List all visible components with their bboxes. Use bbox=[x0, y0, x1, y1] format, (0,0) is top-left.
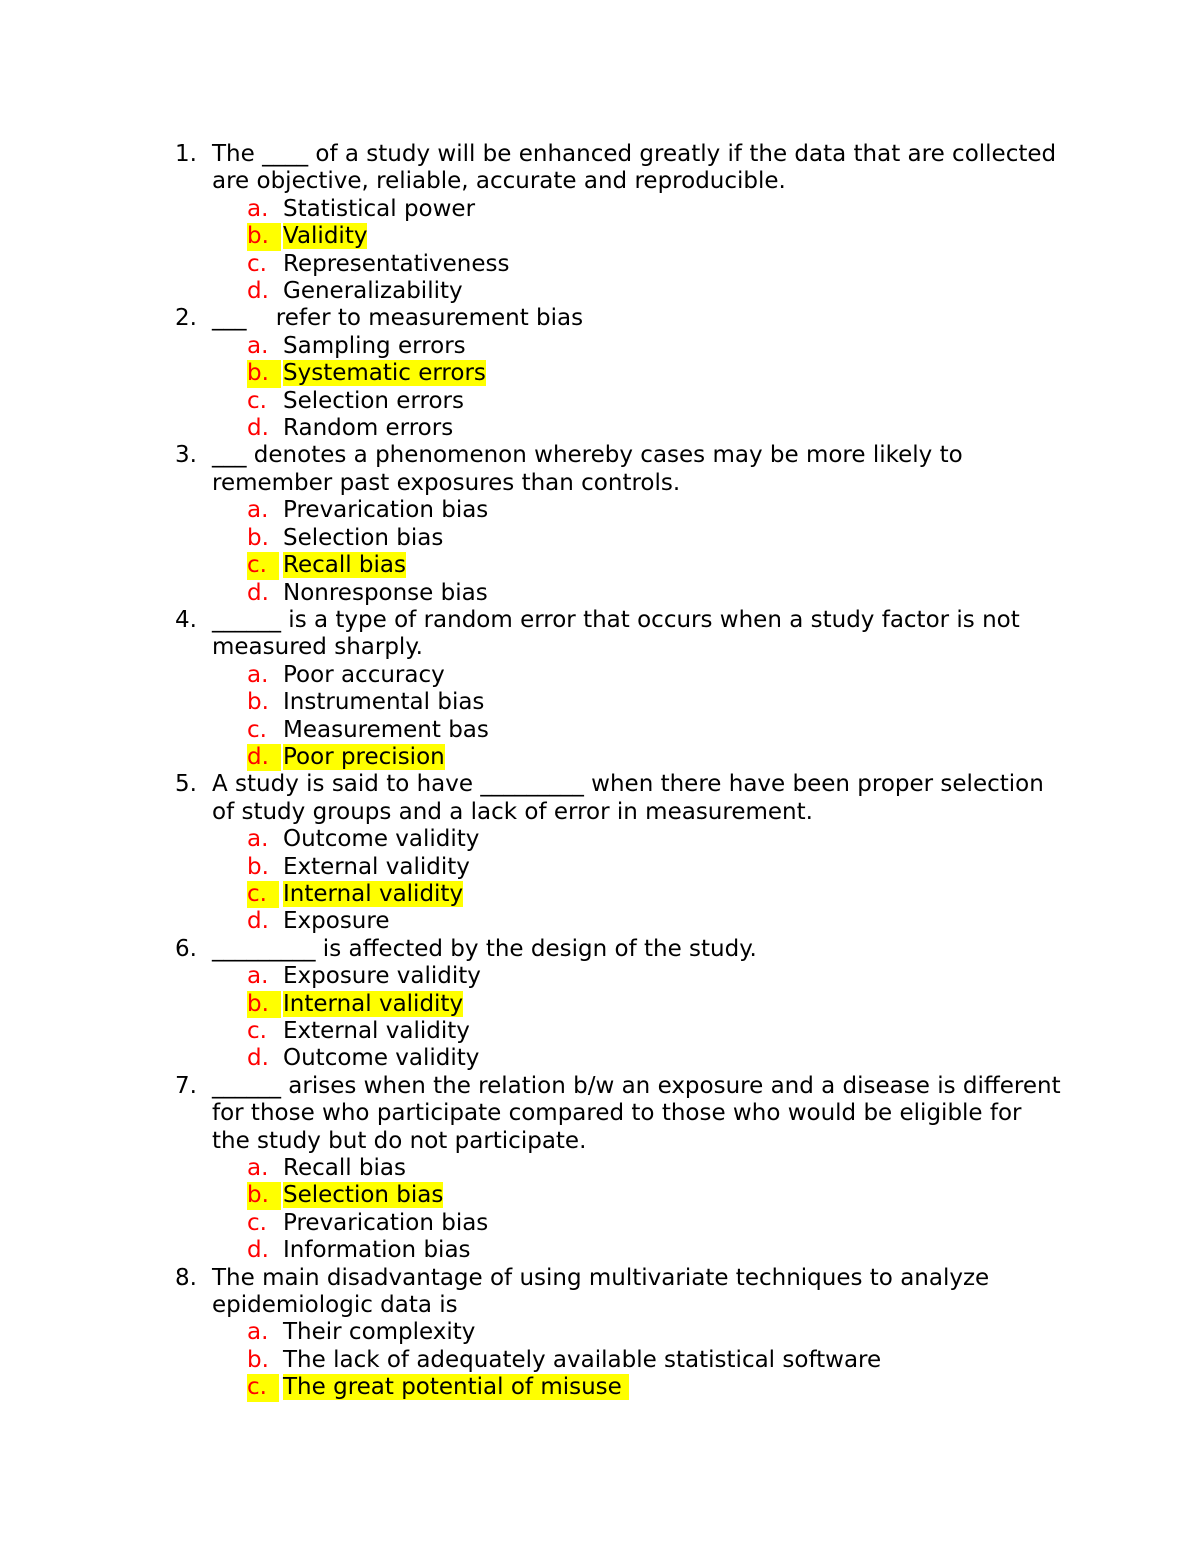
option-text: Exposure bbox=[283, 908, 390, 935]
option-text: Measurement bas bbox=[283, 716, 489, 743]
option-list bbox=[0, 662, 1200, 772]
option-letter: b. bbox=[247, 689, 269, 716]
option-item bbox=[0, 196, 1200, 223]
option-letter: c. bbox=[247, 387, 267, 414]
option-letter: a. bbox=[247, 497, 269, 524]
option-text: Outcome validity bbox=[283, 826, 480, 853]
option-item bbox=[0, 497, 1200, 524]
option-item-correct bbox=[0, 223, 1200, 250]
option-letter: b. bbox=[247, 991, 281, 1018]
option-text: Nonresponse bias bbox=[283, 579, 488, 606]
option-text: Their complexity bbox=[283, 1319, 476, 1346]
option-letter: c. bbox=[247, 1209, 267, 1236]
option-list bbox=[0, 826, 1200, 936]
option-list bbox=[0, 1319, 1200, 1401]
question-4 bbox=[0, 607, 1062, 662]
option-text: Recall bias bbox=[283, 552, 406, 579]
question-number: 4. bbox=[175, 606, 197, 633]
question-number: 8. bbox=[175, 1264, 197, 1291]
option-item bbox=[0, 1347, 1200, 1374]
option-item bbox=[0, 388, 1200, 415]
question-1 bbox=[0, 141, 1062, 196]
option-list bbox=[0, 963, 1200, 1073]
option-item bbox=[0, 525, 1200, 552]
question-text: The main disadvantage of using multivariate techniques to analyze epidemiologic data is bbox=[212, 1264, 990, 1319]
option-letter: c. bbox=[247, 716, 267, 743]
option-item bbox=[0, 415, 1200, 442]
option-text: Representativeness bbox=[283, 250, 510, 277]
option-list bbox=[0, 196, 1200, 306]
option-item-correct bbox=[0, 360, 1200, 387]
option-letter: d. bbox=[247, 415, 269, 442]
option-letter: c. bbox=[247, 250, 267, 277]
document-page bbox=[0, 141, 1200, 1402]
option-letter: d. bbox=[247, 1237, 269, 1264]
option-text: Validity bbox=[283, 223, 368, 250]
question-6 bbox=[0, 936, 1062, 963]
option-item bbox=[0, 1210, 1200, 1237]
option-text: Prevarication bias bbox=[283, 1209, 489, 1236]
option-letter: d. bbox=[247, 579, 269, 606]
option-text: Poor precision bbox=[283, 743, 445, 770]
question-7 bbox=[0, 1073, 1062, 1155]
option-letter: d. bbox=[247, 908, 269, 935]
option-letter: a. bbox=[247, 661, 269, 688]
option-item bbox=[0, 963, 1200, 990]
question-number: 3. bbox=[175, 442, 197, 469]
option-text: Recall bias bbox=[283, 1155, 406, 1182]
option-letter: b. bbox=[247, 853, 269, 880]
option-item bbox=[0, 826, 1200, 853]
option-item bbox=[0, 1155, 1200, 1182]
option-text: The great potential of misuse bbox=[283, 1374, 630, 1401]
option-text: Internal validity bbox=[283, 880, 464, 907]
option-item bbox=[0, 662, 1200, 689]
option-item bbox=[0, 333, 1200, 360]
option-letter: b. bbox=[247, 1182, 281, 1209]
option-text: Generalizability bbox=[283, 278, 463, 305]
option-text: External validity bbox=[283, 853, 470, 880]
option-item bbox=[0, 1319, 1200, 1346]
option-text: Poor accuracy bbox=[283, 661, 445, 688]
option-letter: a. bbox=[247, 332, 269, 359]
option-text: Internal validity bbox=[283, 990, 464, 1017]
question-text: The ____ of a study will be enhanced greatly if the data that are collected are objective, reliable, accurate and reproducible. bbox=[212, 141, 1057, 195]
option-item-correct bbox=[0, 744, 1200, 771]
option-text: Selection errors bbox=[283, 387, 464, 414]
option-item bbox=[0, 278, 1200, 305]
question-text: ___ refer to measurement bias bbox=[212, 305, 584, 332]
question-3 bbox=[0, 442, 1062, 497]
option-item bbox=[0, 854, 1200, 881]
option-text: Information bias bbox=[283, 1237, 471, 1264]
option-letter: d. bbox=[247, 744, 281, 771]
option-item bbox=[0, 908, 1200, 935]
question-text: A study is said to have _________ when there have been proper selection of study groups and a lack of error in measurement. bbox=[212, 771, 1044, 825]
option-letter: c. bbox=[247, 552, 279, 579]
option-text: Outcome validity bbox=[283, 1045, 480, 1072]
option-item-correct bbox=[0, 1374, 1200, 1401]
question-text: ______ arises when the relation b/w an exposure and a disease is different for those who participate compared to those who would be eligible for the study but do not participate. bbox=[212, 1072, 1061, 1154]
option-item bbox=[0, 251, 1200, 278]
option-letter: a. bbox=[247, 195, 269, 222]
question-text: ______ is a type of random error that occurs when a study factor is not measured sharply. bbox=[212, 606, 1020, 661]
option-item-correct bbox=[0, 1182, 1200, 1209]
option-letter: c. bbox=[247, 881, 279, 908]
option-text: Prevarication bias bbox=[283, 497, 489, 524]
option-item-correct bbox=[0, 881, 1200, 908]
option-item bbox=[0, 689, 1200, 716]
option-list bbox=[0, 333, 1200, 443]
option-letter: a. bbox=[247, 1319, 269, 1346]
option-letter: d. bbox=[247, 278, 269, 305]
option-text: Selection bias bbox=[283, 1182, 444, 1209]
option-text: The lack of adequately available statistical software bbox=[283, 1346, 882, 1373]
question-8 bbox=[0, 1265, 1062, 1320]
option-list bbox=[0, 497, 1200, 607]
option-item-correct bbox=[0, 552, 1200, 579]
option-letter: a. bbox=[247, 963, 269, 990]
option-item bbox=[0, 1018, 1200, 1045]
option-letter: c. bbox=[247, 1018, 267, 1044]
question-2 bbox=[0, 305, 1062, 332]
option-letter: b. bbox=[247, 360, 281, 387]
option-list bbox=[0, 1155, 1200, 1265]
option-text: Instrumental bias bbox=[283, 689, 485, 716]
option-text: Systematic errors bbox=[283, 360, 486, 387]
option-item bbox=[0, 717, 1200, 744]
question-5 bbox=[0, 771, 1062, 826]
option-letter: d. bbox=[247, 1045, 269, 1072]
option-text: Selection bias bbox=[283, 524, 444, 551]
option-letter: a. bbox=[247, 826, 269, 853]
option-item bbox=[0, 1237, 1200, 1264]
option-letter: c. bbox=[247, 1374, 279, 1401]
option-letter: b. bbox=[247, 1346, 269, 1373]
question-number: 6. bbox=[175, 935, 197, 962]
option-text: External validity bbox=[283, 1018, 470, 1044]
question-number: 1. bbox=[175, 141, 197, 167]
question-text: ___ denotes a phenomenon whereby cases may be more likely to remember past exposures than controls. bbox=[212, 442, 963, 496]
option-item-correct bbox=[0, 991, 1200, 1018]
question-number: 7. bbox=[175, 1072, 197, 1099]
question-number: 2. bbox=[175, 305, 197, 332]
option-item bbox=[0, 580, 1200, 607]
option-item bbox=[0, 1045, 1200, 1072]
option-letter: a. bbox=[247, 1155, 269, 1182]
option-text: Statistical power bbox=[283, 195, 476, 222]
option-letter: b. bbox=[247, 524, 269, 551]
option-letter: b. bbox=[247, 223, 281, 250]
option-text: Random errors bbox=[283, 415, 454, 442]
question-text: _________ is affected by the design of the study. bbox=[212, 935, 757, 962]
option-text: Sampling errors bbox=[283, 332, 466, 359]
option-text: Exposure validity bbox=[283, 963, 481, 990]
question-number: 5. bbox=[175, 771, 197, 798]
